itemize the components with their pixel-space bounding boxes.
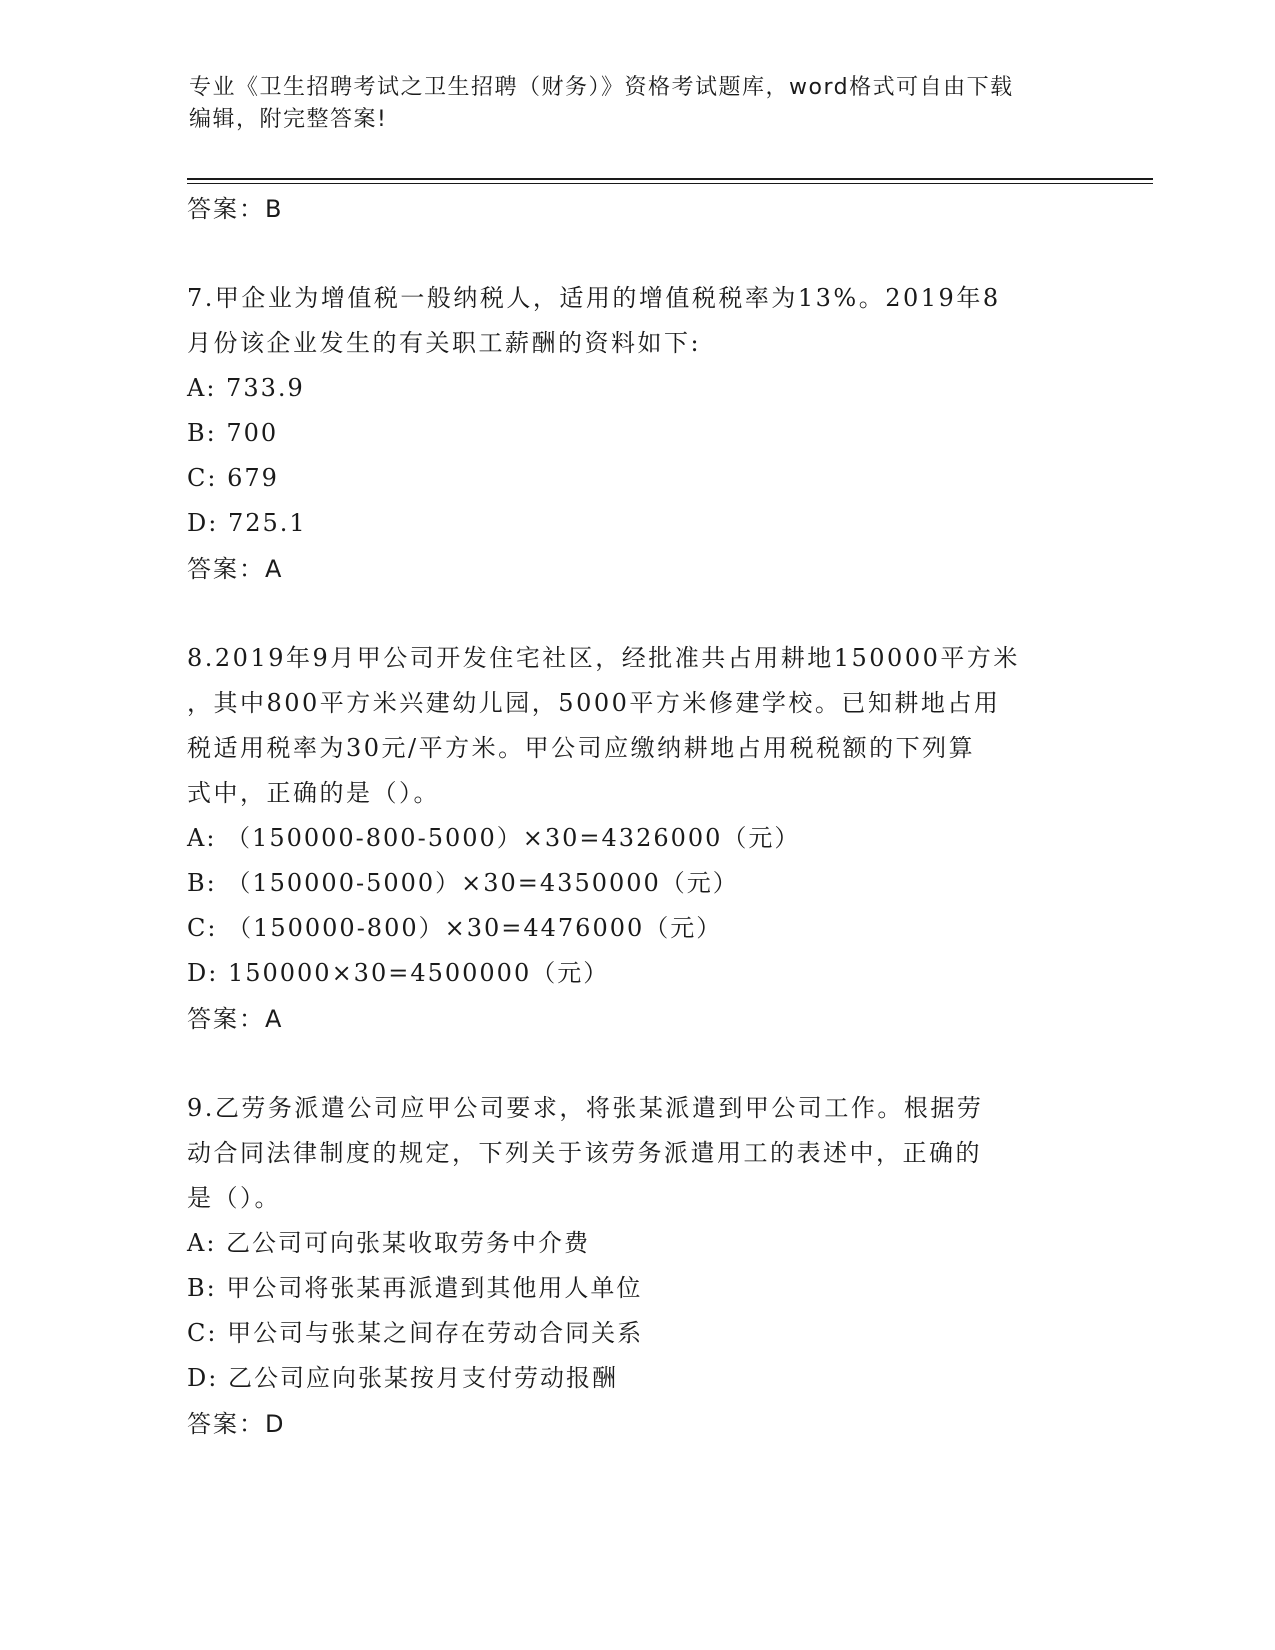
option-c: C: 甲公司与张某之间存在劳动合同关系	[187, 1319, 644, 1347]
spacer	[187, 592, 1107, 636]
question-text-line: 7.甲企业为增值税一般纳税人，适用的增值税税率为13%。2019年8	[187, 284, 1001, 312]
header-divider-thick	[187, 178, 1153, 180]
option-d: D: 725.1	[187, 509, 307, 537]
question-8	[187, 636, 1107, 1042]
header-line-1: 专业《卫生招聘考试之卫生招聘（财务）》资格考试题库，word格式可自由下载	[189, 75, 1014, 100]
question-text-line: ，其中800平方米兴建幼儿园，5000平方米修建学校。已知耕地占用	[187, 689, 1001, 717]
question-text-line: 8.2019年9月甲公司开发住宅社区，经批准共占用耕地150000平方米	[187, 644, 1020, 672]
question-text-line: 动合同法律制度的规定，下列关于该劳务派遣用工的表述中，正确的	[187, 1139, 982, 1167]
question-text-line: 月份该企业发生的有关职工薪酬的资料如下:	[187, 329, 702, 357]
option-c: C: 679	[187, 464, 279, 492]
header-divider-thin	[187, 183, 1153, 184]
question-text-line: 是（）。	[187, 1184, 281, 1212]
header-line-2: 编辑，附完整答案!	[189, 107, 388, 132]
option-a: A: 乙公司可向张某收取劳务中介费	[187, 1229, 591, 1257]
option-d: D: 乙公司应向张某按月支付劳动报酬	[187, 1364, 618, 1392]
option-b: B: （150000-5000）×30=4350000（元）	[187, 869, 739, 897]
option-b: B: 甲公司将张某再派遣到其他用人单位	[187, 1274, 643, 1302]
question-9	[187, 1086, 1107, 1447]
question-text-line: 税适用税率为30元/平方米。甲公司应缴纳耕地占用税税额的下列算	[187, 734, 976, 762]
spacer	[187, 232, 1107, 276]
question-text-line: 9.乙劳务派遣公司应甲公司要求，将张某派遣到甲公司工作。根据劳	[187, 1094, 984, 1122]
question-text-line: 式中，正确的是（）。	[187, 779, 440, 807]
option-a: A: 733.9	[187, 374, 305, 402]
document-header	[189, 72, 1089, 136]
option-b: B: 700	[187, 419, 279, 447]
question-7	[187, 276, 1107, 592]
answer: 答案：A	[187, 1005, 284, 1033]
answer: 答案：D	[187, 1410, 286, 1438]
option-c: C: （150000-800）×30=4476000（元）	[187, 914, 723, 942]
answer: 答案：A	[187, 555, 284, 583]
spacer	[187, 1042, 1107, 1086]
question-list	[187, 186, 1107, 1447]
option-d: D: 150000×30=4500000（元）	[187, 959, 610, 987]
option-a: A: （150000-800-5000）×30=4326000（元）	[187, 824, 801, 852]
previous-question-answer: 答案：B	[187, 195, 284, 223]
